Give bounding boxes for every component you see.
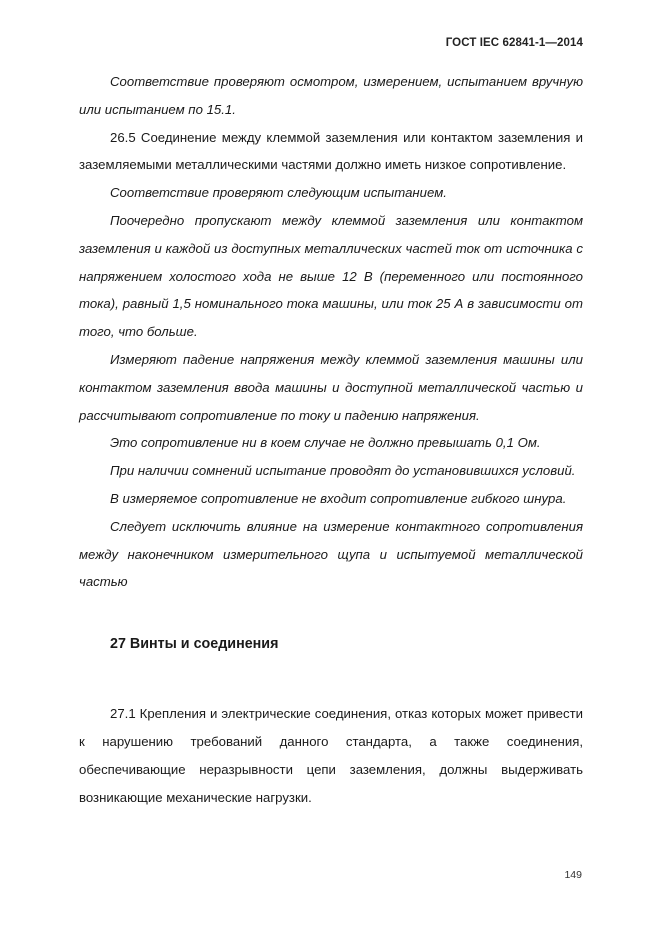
- section-heading-27: 27 Винты и соединения: [110, 636, 279, 653]
- document-header: ГОСТ IEC 62841-1—2014: [445, 37, 583, 49]
- paragraph-resistance-limit: Это сопротивление ни в коем случае не должно превышать 0,1 Ом.: [110, 435, 541, 451]
- paragraph-27-1: 27.1 Крепления и электрические соединения, отказ которых может привести к нарушению требований данного стандарта, а также соединения, обеспечивающие неразрывности цепи заземления, должны выдерживать возникающие механические нагрузки.: [79, 706, 583, 805]
- paragraph-voltage-drop: Измеряют падение напряжения между клеммой заземления машины или контактом заземления ввода машины и доступной металлической частью и рассчитывают сопротивление по току и падению напряжения.: [79, 351, 583, 423]
- paragraph-steady-state: При наличии сомнений испытание проводят до установившихся условий.: [110, 463, 576, 479]
- paragraph-flexible-cord: В измеряемое сопротивление не входит сопротивление гибкого шнура.: [110, 490, 567, 506]
- paragraph-test-current: Поочередно пропускают между клеммой заземления или контактом заземления и каждой из доступных металлических частей ток от источника с напряжением холостого хода не выше 12 В (переменного или постоянного тока), равный 1,5 номинального тока машины, или ток 25 А в зависимости от того, что больше.: [79, 212, 583, 340]
- paragraph-compliance-inspection: Соответствие проверяют осмотром, измерением, испытанием вручную или испытанием по 15.1.: [79, 74, 583, 117]
- paragraph-26-5: 26.5 Соединение между клеммой заземления или контактом заземления и заземляемыми металлическими частями должно иметь низкое сопротивление.: [79, 129, 583, 173]
- paragraph-compliance-test: Соответствие проверяют следующим испытанием.: [110, 185, 447, 201]
- page-body: [79, 68, 583, 811]
- paragraph-contact-resistance: Следует исключить влияние на измерение контактного сопротивления между наконечником измерительного щупа и испытуемой металлической частью: [79, 518, 583, 590]
- page-number: 149: [564, 869, 582, 881]
